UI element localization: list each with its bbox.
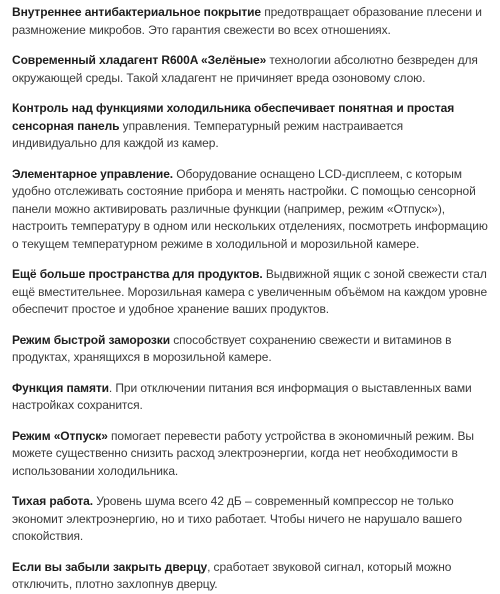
feature-text: способствует сохранению свежести и витаминов в продуктах, хранящихся в морозильной камере. bbox=[12, 332, 452, 364]
feature-title: Элементарное управление. bbox=[12, 166, 174, 181]
feature-title: Внутреннее антибактериальное покрытие bbox=[12, 5, 261, 19]
feature-text: предотвращает образование плесени и размножение микробов. Это гарантия свежести во всех отношениях. bbox=[12, 5, 482, 37]
feature-vacation-mode bbox=[12, 428, 488, 481]
feature-text: Оборудование оснащено LCD-дисплеем, с которым удобно отслеживать состояние прибора и менять настройки. С помощью сенсорной панели можно активировать различные функции (например, режим «Отпуск»), настроить температуру в одном или нескольких отделениях, посмотреть информацию о текущем температурном режиме в холодильной и морозильной камере. bbox=[12, 166, 488, 251]
feature-memory bbox=[12, 380, 488, 415]
feature-title: Контроль над функциями холодильника обеспечивает понятная и простая сенсорная панель bbox=[12, 101, 455, 133]
feature-refrigerant bbox=[12, 52, 488, 87]
feature-title: Функция памяти bbox=[12, 380, 109, 395]
feature-title: Ещё больше пространства для продуктов. bbox=[12, 267, 263, 281]
feature-door-alarm bbox=[12, 559, 488, 594]
feature-title: Режим «Отпуск» bbox=[12, 428, 108, 443]
feature-text: Выдвижной ящик с зоной свежести стал ещё вместительнее. Морозильная камера с увеличенным объёмом на каждом уровне обеспечит простое и удобное хранение ваших продуктов. bbox=[12, 267, 488, 316]
feature-simple-control bbox=[12, 166, 488, 254]
feature-text: управления. Температурный режим настраивается индивидуально для каждой из камер. bbox=[12, 118, 404, 150]
feature-quiet-operation bbox=[12, 493, 488, 546]
feature-title: Режим быстрой заморозки bbox=[12, 332, 170, 347]
feature-touch-panel bbox=[12, 100, 488, 153]
feature-text: Уровень шума всего 42 дБ – современный компрессор не только экономит электроэнергию, но и тихо работает. Чтобы ничего не нарушало вашего спокойствия. bbox=[12, 494, 462, 543]
feature-text: . При отключении питания вся информация о выставленных вами настройках сохранится. bbox=[12, 380, 472, 412]
feature-text: , сработает звуковой сигнал, который можно отключить, плотно захлопнув дверцу. bbox=[12, 559, 452, 591]
feature-antibacterial bbox=[12, 4, 488, 39]
feature-title: Тихая работа. bbox=[12, 494, 93, 508]
feature-text: помогает перевести работу устройства в экономичный режим. Вы можете существенно снизить расход электроэнергии, когда нет необходимости в использовании холодильника. bbox=[12, 428, 474, 478]
feature-text: технологии абсолютно безвреден для окружающей среды. Такой хладагент не причиняет вреда озоновому слою. bbox=[12, 53, 478, 85]
feature-title: Если вы забыли закрыть дверцу bbox=[12, 559, 208, 574]
feature-fast-freeze bbox=[12, 332, 488, 367]
feature-title: Современный хладагент R600A «Зелёные» bbox=[12, 53, 267, 67]
feature-more-space bbox=[12, 266, 488, 319]
